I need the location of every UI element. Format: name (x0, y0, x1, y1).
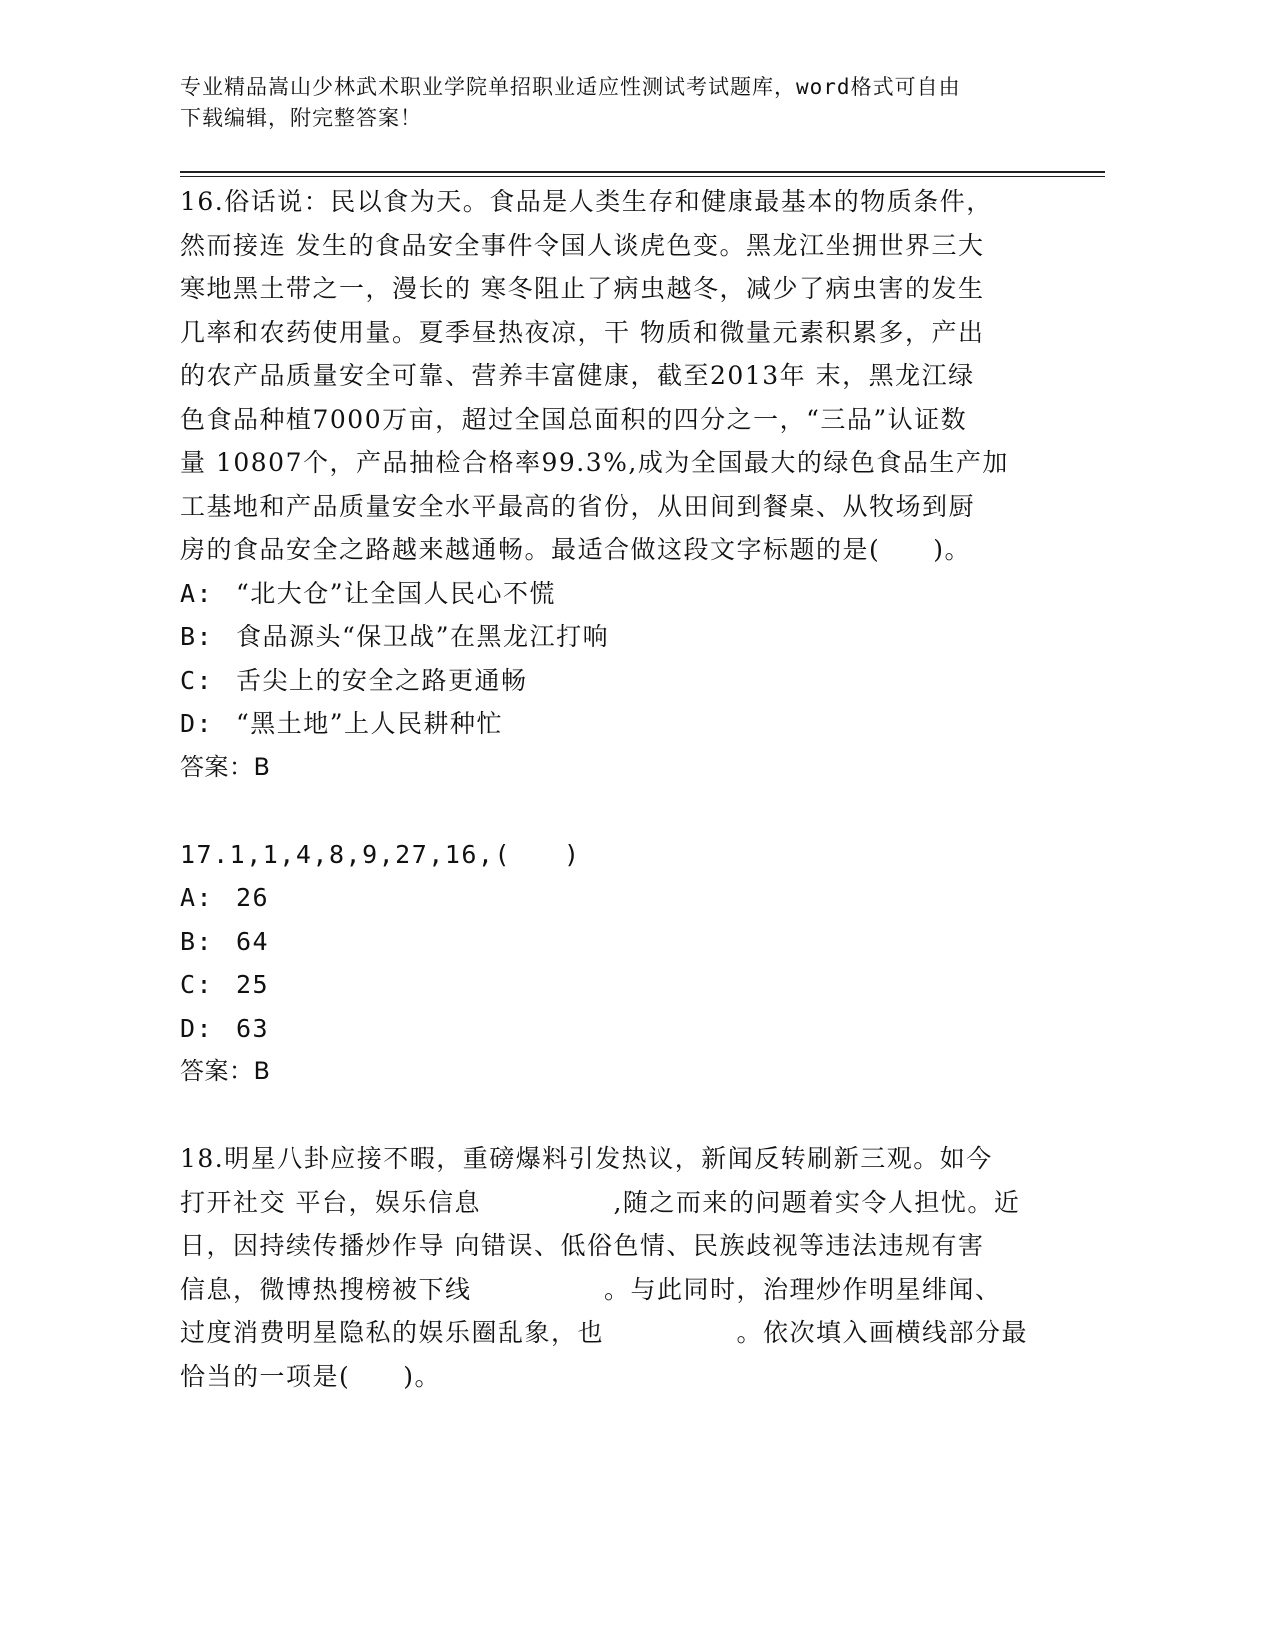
question-text-line: 过度消费明星隐私的娱乐圈乱象，也 。依次填入画横线部分最 (180, 1318, 1029, 1347)
question-text-line: 16.俗话说：民以食为天。食品是人类生存和健康最基本的物质条件， (180, 187, 993, 216)
option-letter: D: (180, 1013, 214, 1043)
option-letter: A: (180, 578, 214, 608)
option-b (180, 615, 1050, 659)
question-text-line: 信息，微博热搜榜被下线 。与此同时，治理炒作明星绯闻、 (180, 1274, 1002, 1304)
option-text: 63 (236, 1013, 270, 1043)
option-a (180, 876, 1050, 920)
question-text-line: 量 10807个，产品抽检合格率99.3%,成为全国最大的绿色食品生产加 (180, 448, 1009, 477)
spacer (180, 1094, 1050, 1138)
answer-line: 答案：B (180, 752, 271, 781)
question-text-line: 房的食品安全之路越来越通畅。最适合做这段文字标题的是( )。 (180, 535, 972, 564)
option-text: 26 (236, 883, 270, 912)
header-line: 下载编辑，附完整答案！ (180, 106, 422, 130)
option-letter: B: (180, 926, 214, 956)
question-text-line: 几率和农药使用量。夏季昼热夜凉，干 物质和微量元素积累多，产出 (180, 317, 985, 347)
header-rule-thin (180, 176, 1105, 177)
question-text-line: 17.1,1,4,8,9,27,16,( ) (180, 839, 581, 869)
option-letter: D: (180, 709, 214, 738)
question-text-line: 日，因持续传播炒作导 向错误、低俗色情、民族歧视等违法违规有害 (180, 1231, 985, 1260)
answer-line: 答案：B (180, 1057, 271, 1085)
option-text: 64 (236, 926, 270, 956)
question-text-line: 恰当的一项是( )。 (180, 1361, 442, 1391)
option-text: 舌尖上的安全之路更通畅 (236, 665, 528, 695)
header-rule (180, 171, 1105, 173)
question-text-line: 18.明星八卦应接不暇，重磅爆料引发热议，新闻反转刷新三观。如今 (180, 1144, 993, 1173)
option-letter: B: (180, 622, 214, 651)
option-text: 食品源头“保卫战”在黑龙江打响 (236, 622, 610, 651)
option-text: “北大仓”让全国人民心不慌 (236, 578, 557, 608)
question-text-line: 的农产品质量安全可靠、营养丰富健康，截至2013年 末，黑龙江绿 (180, 361, 975, 390)
spacer (180, 789, 1050, 833)
option-c (180, 963, 1050, 1007)
document-header (180, 72, 1030, 134)
option-d (180, 1007, 1050, 1051)
option-letter: A: (180, 883, 214, 912)
question-text-line: 打开社交 平台，娱乐信息 ,随之而来的问题着实令人担忧。近 (180, 1187, 1021, 1217)
question-text-line: 然而接连 发生的食品安全事件令国人谈虎色变。黑龙江坐拥世界三大 (180, 230, 985, 260)
option-d (180, 702, 1050, 746)
question-16 (180, 180, 1050, 789)
question-text-line: 工基地和产品质量安全水平最高的省份，从田间到餐桌、从牧场到厨 (180, 491, 976, 521)
question-text-line: 寒地黑土带之一，漫长的 寒冬阻止了病虫越冬，减少了病虫害的发生 (180, 274, 985, 303)
option-letter: C: (180, 970, 214, 999)
option-a (180, 572, 1050, 616)
option-letter: C: (180, 665, 214, 695)
question-18 (180, 1137, 1050, 1398)
option-text: 25 (236, 970, 270, 999)
option-c (180, 659, 1050, 703)
option-text: “黑土地”上人民耕种忙 (236, 709, 504, 738)
option-b (180, 920, 1050, 964)
header-line: 专业精品嵩山少林武术职业学院单招职业适应性测试考试题库，word格式可自由 (180, 75, 961, 99)
question-text-line: 色食品种植7000万亩，超过全国总面积的四分之一，“三品”认证数 (180, 404, 968, 434)
question-17 (180, 833, 1050, 1094)
question-content (180, 180, 1050, 1398)
